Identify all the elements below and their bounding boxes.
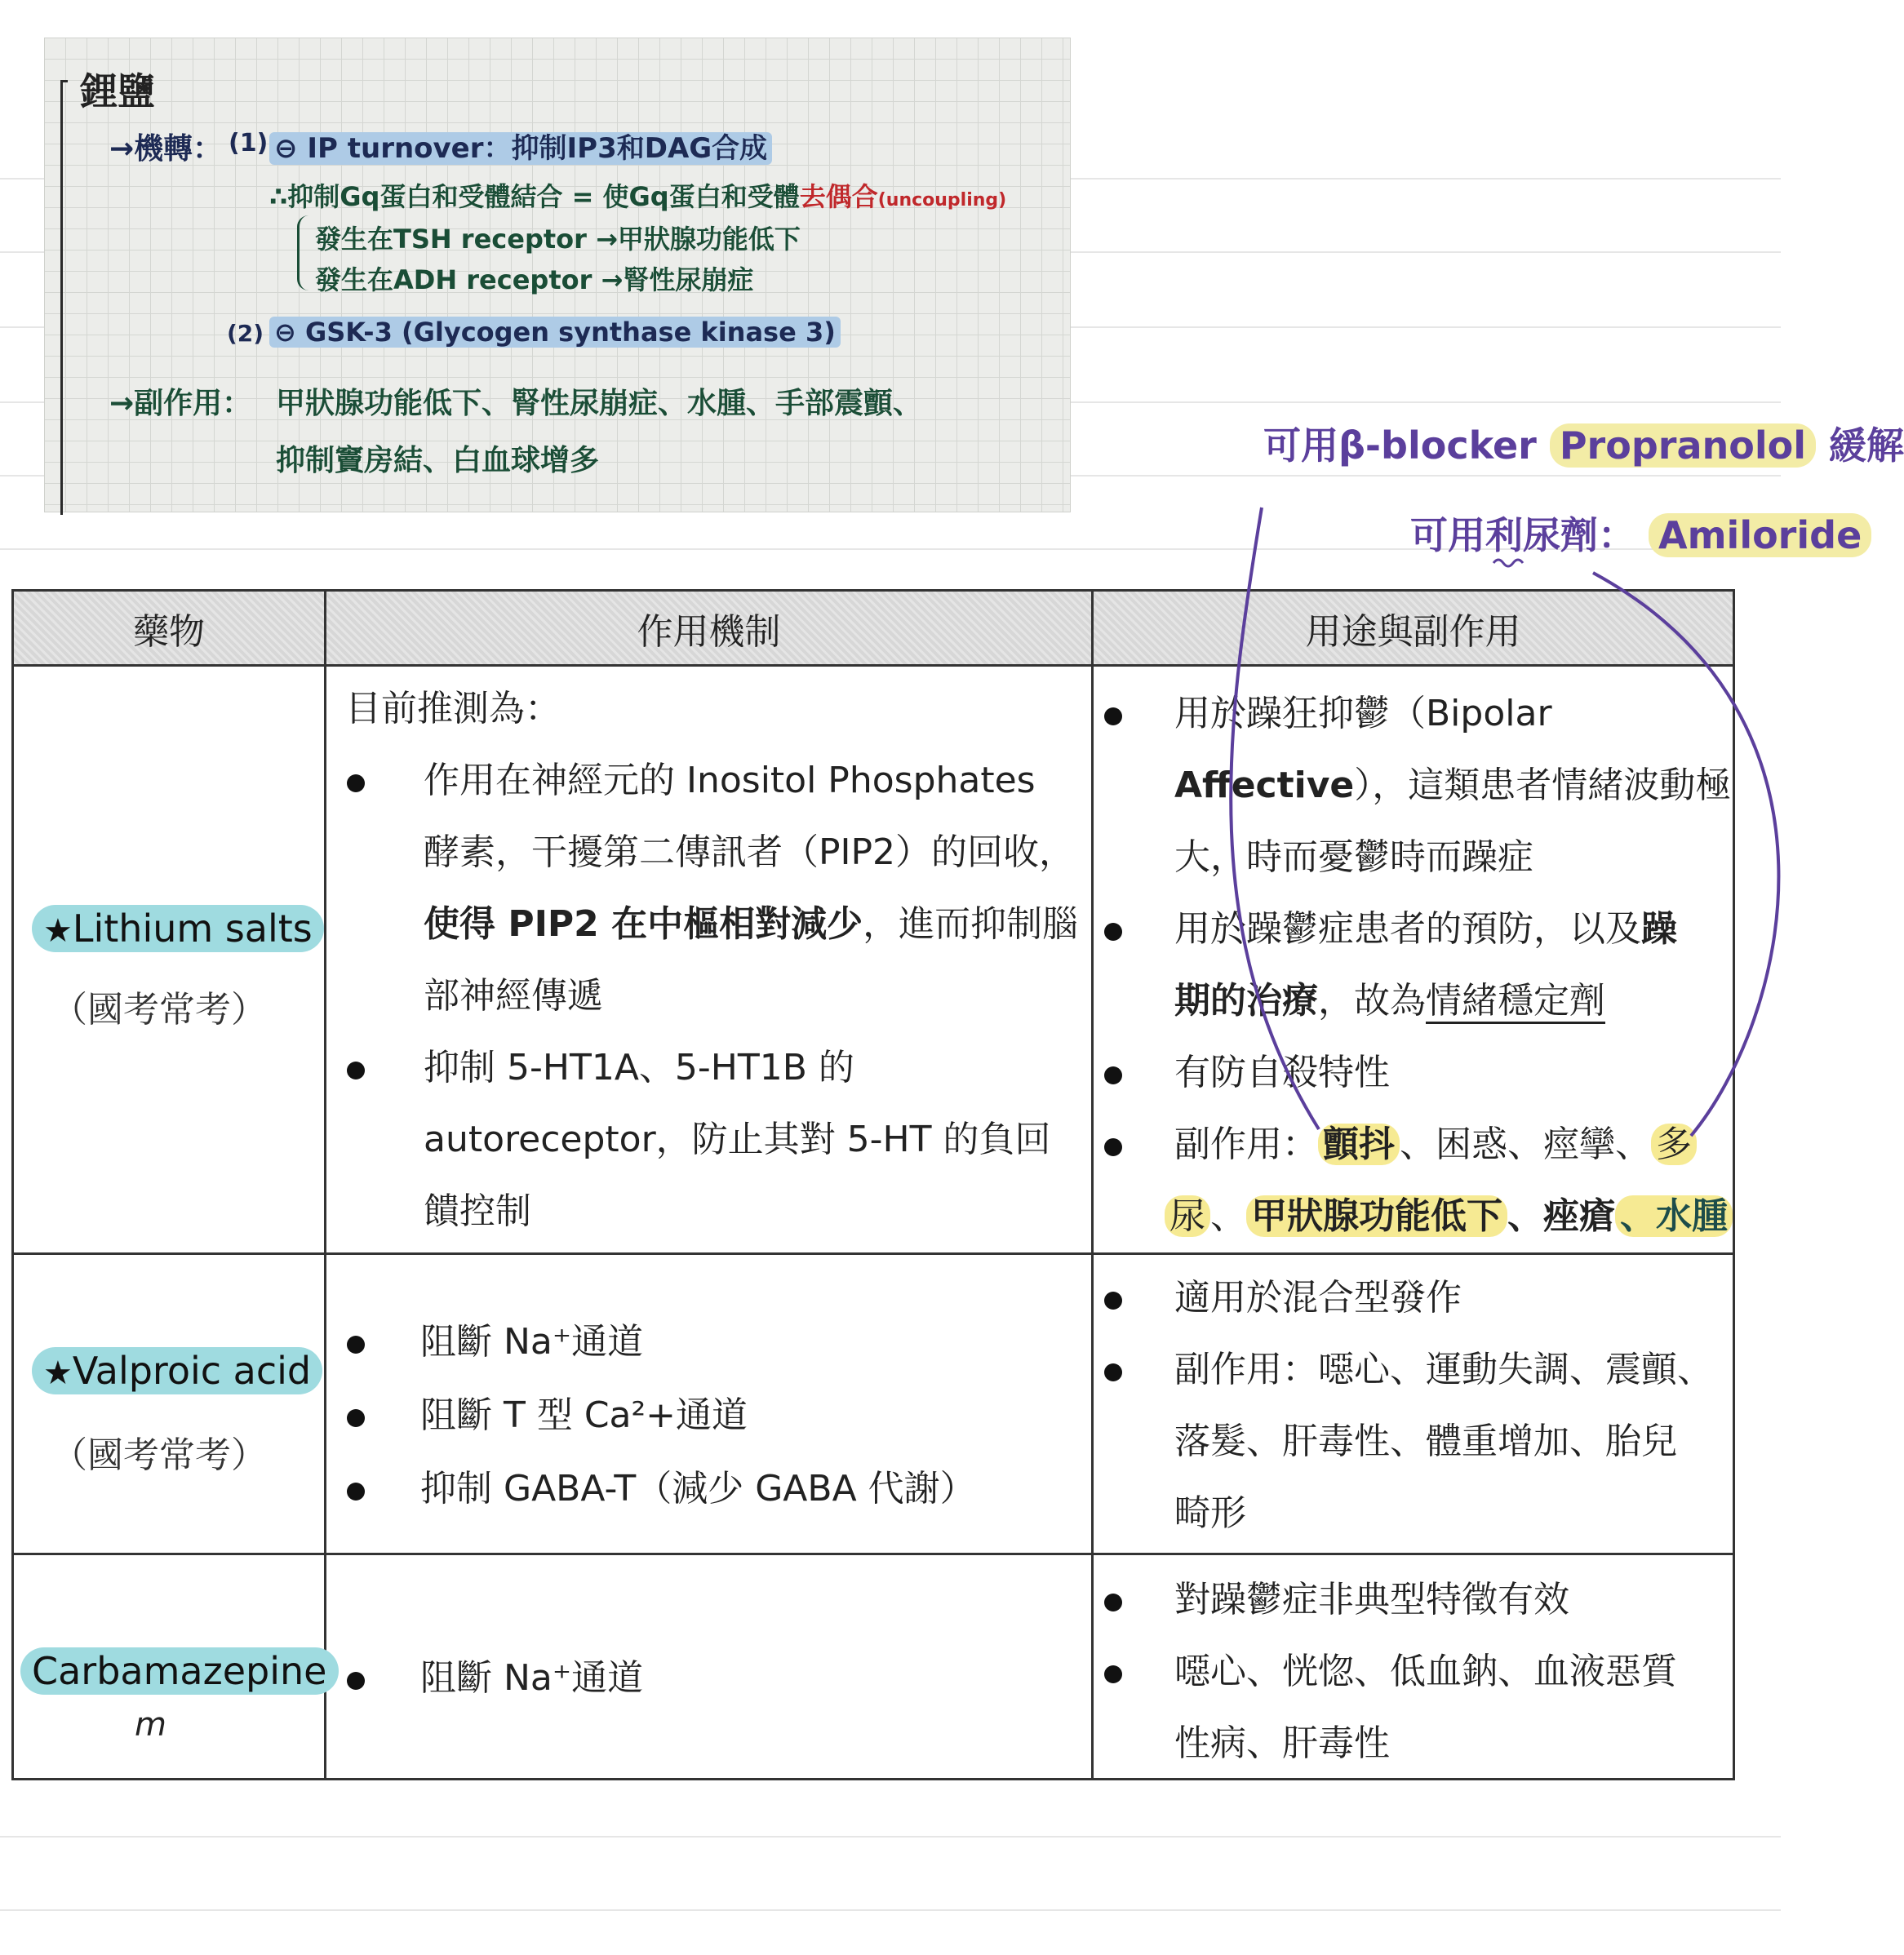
valproic-use-b1: 適用於混合型發作 bbox=[1174, 1277, 1462, 1319]
carbamazepine-use-b2-l1: 噁心、恍惚、低血鈉、血液惡質 bbox=[1174, 1651, 1677, 1692]
note-m1-number: (1) bbox=[229, 129, 269, 157]
note-bracket bbox=[60, 80, 68, 515]
header-mechanism: 作用機制 bbox=[326, 592, 1094, 667]
carbamazepine-use-b1: 對躁鬱症非典型特徵有效 bbox=[1174, 1579, 1569, 1620]
use-b1-l1: 用於躁狂抑鬱（Bipolar bbox=[1174, 693, 1552, 734]
note-m2-number: (2) bbox=[227, 320, 264, 347]
mech-b2-l3: 饋控制 bbox=[424, 1190, 531, 1232]
use-b2-l1: 用於躁鬱症患者的預防，以及 bbox=[1174, 908, 1641, 950]
use-b4-edema: 、水腫 bbox=[1615, 1195, 1733, 1237]
valproic-use-b2-l3: 畸形 bbox=[1174, 1492, 1246, 1534]
mech-b1-l4: 部神經傳遞 bbox=[424, 975, 603, 1017]
drug-valproic: ★Valproic acid bbox=[32, 1349, 322, 1393]
valproic-use-b2-l2: 落髮、肝毒性、體重增加、胎兒 bbox=[1174, 1421, 1677, 1462]
note-side-line1: 甲狀腺功能低下、腎性尿崩症、水腫、手部震顫、 bbox=[276, 387, 923, 420]
row-divider-1 bbox=[14, 1252, 1733, 1255]
valproic-mech-b3: 抑制 GABA-T（減少 GABA 代謝） bbox=[420, 1468, 976, 1509]
use-b4-tremor: 顫抖 bbox=[1318, 1124, 1400, 1165]
use-b2-l2-bold: 期的治療 bbox=[1174, 980, 1318, 1022]
mech-b2-l1: 抑制 5-HT1A、5-HT1B 的 bbox=[424, 1047, 854, 1088]
valproic-use-b2-l1: 副作用：噁心、運動失調、震顫、 bbox=[1174, 1349, 1713, 1390]
note-m1-detail-red: 去偶合 bbox=[799, 181, 878, 212]
drug-carbamazepine: Carbamazepine bbox=[20, 1649, 339, 1693]
valproic-mech-b2: 阻斷 T 型 Ca²+通道 bbox=[420, 1394, 748, 1436]
use-b3: 有防自殺特性 bbox=[1174, 1052, 1390, 1093]
carbamazepine-mech-b1: 阻斷 Na⁺通道 bbox=[420, 1657, 644, 1699]
note-m1-detail-small: (uncoupling) bbox=[877, 190, 1007, 211]
use-b4-polyuria-a: 多 bbox=[1651, 1124, 1697, 1165]
note-m1-text: ⊖ IP turnover：抑制IP3和DAG合成 bbox=[269, 132, 772, 165]
amiloride-squiggle bbox=[1493, 560, 1523, 566]
header-use: 用途與副作用 bbox=[1094, 592, 1733, 667]
use-b2-l1-bold: 躁 bbox=[1641, 908, 1677, 950]
annotation-propranolol-suffix: 緩解 bbox=[1829, 423, 1904, 468]
note-side-label: →副作用： bbox=[109, 387, 252, 420]
valproic-mech-b1: 阻斷 Na⁺通道 bbox=[420, 1321, 644, 1363]
use-b4-acne: 、痤瘡 bbox=[1507, 1195, 1615, 1237]
mech-b1-l3-bold: 使得 PIP2 在中樞相對減少 bbox=[424, 903, 863, 945]
use-b2-mood-stabilizer: 情緒穩定劑 bbox=[1426, 980, 1605, 1024]
drug-valproic-note: （國考常考） bbox=[51, 1434, 267, 1476]
note-m1-detail: ∴抑制Gq蛋白和受體結合 = 使Gq蛋白和受體 bbox=[269, 181, 800, 212]
drug-table bbox=[11, 589, 1735, 1780]
mech-b1-l1: 作用在神經元的 Inositol Phosphates bbox=[424, 760, 1036, 801]
carbamazepine-use-b2-l2: 性病、肝毒性 bbox=[1174, 1722, 1390, 1764]
col-divider-2 bbox=[1091, 592, 1094, 1778]
note-side-line2: 抑制竇房結、白血球增多 bbox=[276, 444, 600, 477]
mech-b2-l2: autoreceptor，防止其對 5-HT 的負回 bbox=[424, 1119, 1051, 1160]
mech-b1-l3: ，進而抑制腦 bbox=[863, 903, 1079, 945]
note-title: 鋰鹽 bbox=[80, 69, 155, 113]
use-b4-polyuria-b: 尿 bbox=[1165, 1195, 1210, 1237]
use-b2-l2: ，故為 bbox=[1318, 980, 1426, 1022]
handwritten-note-card bbox=[44, 38, 1071, 512]
use-b1-l2: ），這類患者情緒波動極 bbox=[1354, 765, 1732, 806]
note-sub-bracket bbox=[297, 215, 311, 290]
use-b4-l2-sep: 、 bbox=[1210, 1195, 1246, 1237]
note-m1-adh: 發生在ADH receptor →腎性尿崩症 bbox=[315, 264, 754, 295]
use-b4-l1-label: 副作用： bbox=[1174, 1124, 1318, 1165]
use-b1-l3: 大，時而憂鬱時而躁症 bbox=[1174, 836, 1533, 878]
annotation-propranolol: Propranolol bbox=[1550, 423, 1816, 468]
use-b4-l1-mid: 、困惑、痙攣、 bbox=[1400, 1124, 1651, 1165]
note-m1-tsh: 發生在TSH receptor →甲狀腺功能低下 bbox=[315, 224, 801, 255]
annotation-propranolol-prefix: 可用β-blocker bbox=[1263, 423, 1537, 468]
mech-intro: 目前推測為： bbox=[345, 688, 561, 729]
header-drug: 藥物 bbox=[14, 592, 326, 667]
row-divider-2 bbox=[14, 1553, 1733, 1555]
note-mechanism-label: →機轉： bbox=[109, 132, 223, 166]
drug-lithium-note: （國考常考） bbox=[51, 989, 267, 1031]
col-divider-1 bbox=[324, 592, 326, 1778]
use-b4-hypothyroid: 甲狀腺功能低下 bbox=[1246, 1195, 1507, 1237]
drug-lithium: ★Lithium salts bbox=[32, 907, 324, 951]
handwritten-margin-mark: m bbox=[135, 1706, 166, 1744]
note-m2-text: ⊖ GSK-3 (Glycogen synthase kinase 3) bbox=[269, 317, 841, 348]
annotation-amiloride: Amiloride bbox=[1649, 513, 1871, 557]
mech-b1-l2: 酵素，干擾第二傳訊者（PIP2）的回收， bbox=[424, 831, 1076, 873]
annotation-amiloride-prefix: 可用利尿劑： bbox=[1410, 513, 1635, 557]
use-b1-l2-bold: Affective bbox=[1174, 765, 1355, 806]
